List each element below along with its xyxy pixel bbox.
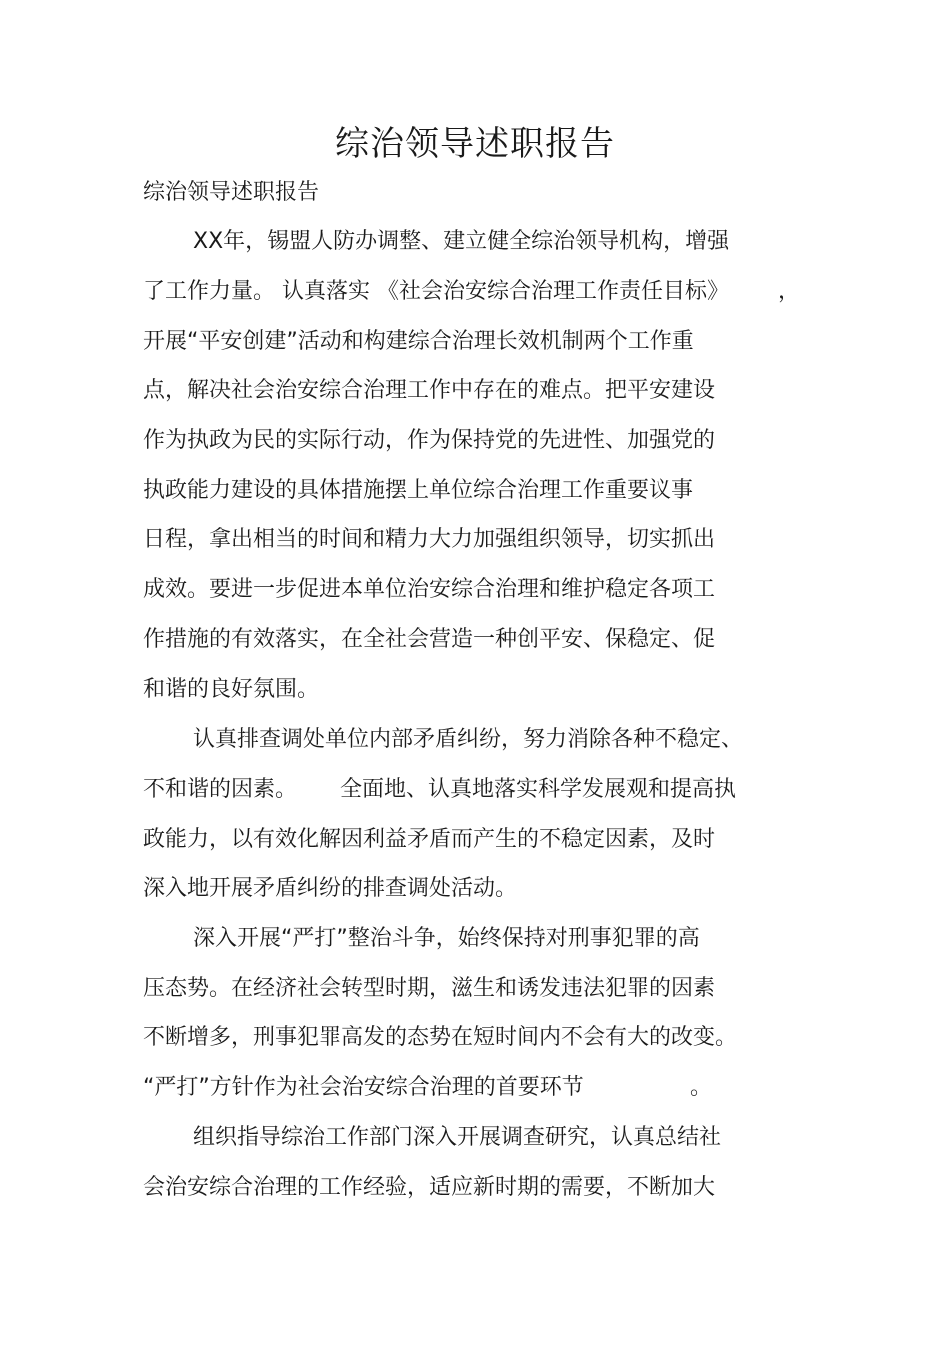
paragraph-line: 点，解决社会治安综合治理工作中存在的难点。把平安建设	[143, 378, 716, 403]
paragraph-line-punctuation: 。	[690, 1075, 713, 1100]
paragraph-line: 执政能力建设的具体措施摆上单位综合治理工作重要议事	[143, 478, 694, 503]
paragraph-line: 压态势。在经济社会转型时期，滋生和诱发违法犯罪的因素	[143, 976, 716, 1001]
paragraph-line: XX年，锡盟人防办调整、建立健全综治领导机构，增强	[193, 229, 730, 254]
paragraph-line: 组织指导综治工作部门深入开展调查研究，认真总结社	[193, 1125, 722, 1150]
paragraph-line: “严打”方针作为社会治安综合治理的首要环节	[143, 1075, 584, 1100]
paragraph-line: 不和谐的因素。	[143, 777, 298, 802]
paragraph-line: 全面地、认真地落实科学发展观和提高执	[340, 777, 737, 802]
paragraph-line: 会治安综合治理的工作经验，适应新时期的需要，不断加大	[143, 1175, 716, 1200]
paragraph-line: 开展“平安创建”活动和构建综合治理长效机制两个工作重	[143, 329, 694, 354]
paragraph-line: 作为执政为民的实际行动，作为保持党的先进性、加强党的	[143, 428, 716, 453]
paragraph-line: 不断增多，刑事犯罪高发的态势在短时间内不会有大的改变。	[143, 1025, 738, 1050]
paragraph-line: 和谐的良好氛围。	[143, 677, 320, 702]
paragraph-line: 深入地开展矛盾纠纷的排查调处活动。	[143, 876, 518, 901]
paragraph-line: 深入开展“严打”整治斗争，始终保持对刑事犯罪的高	[193, 926, 700, 951]
paragraph-line: 认真排查调处单位内部矛盾纠纷，努力消除各种不稳定、	[193, 727, 744, 752]
paragraph-line: 作措施的有效落实，在全社会营造一种创平安、保稳定、促	[143, 627, 716, 652]
paragraph-line-punctuation: ，	[778, 279, 801, 304]
paragraph-line: 了工作力量。 认真落实 《社会治安综合治理工作责任目标》	[143, 279, 729, 304]
paragraph-line: 成效。要进一步促进本单位治安综合治理和维护稳定各项工	[143, 577, 716, 602]
document-title: 综治领导述职报告	[335, 124, 615, 164]
document-subtitle: 综治领导述职报告	[143, 180, 320, 205]
paragraph-line: 日程，拿出相当的时间和精力大力加强组织领导，切实抓出	[143, 527, 716, 552]
paragraph-line: 政能力，以有效化解因利益矛盾而产生的不稳定因素，及时	[143, 827, 716, 852]
